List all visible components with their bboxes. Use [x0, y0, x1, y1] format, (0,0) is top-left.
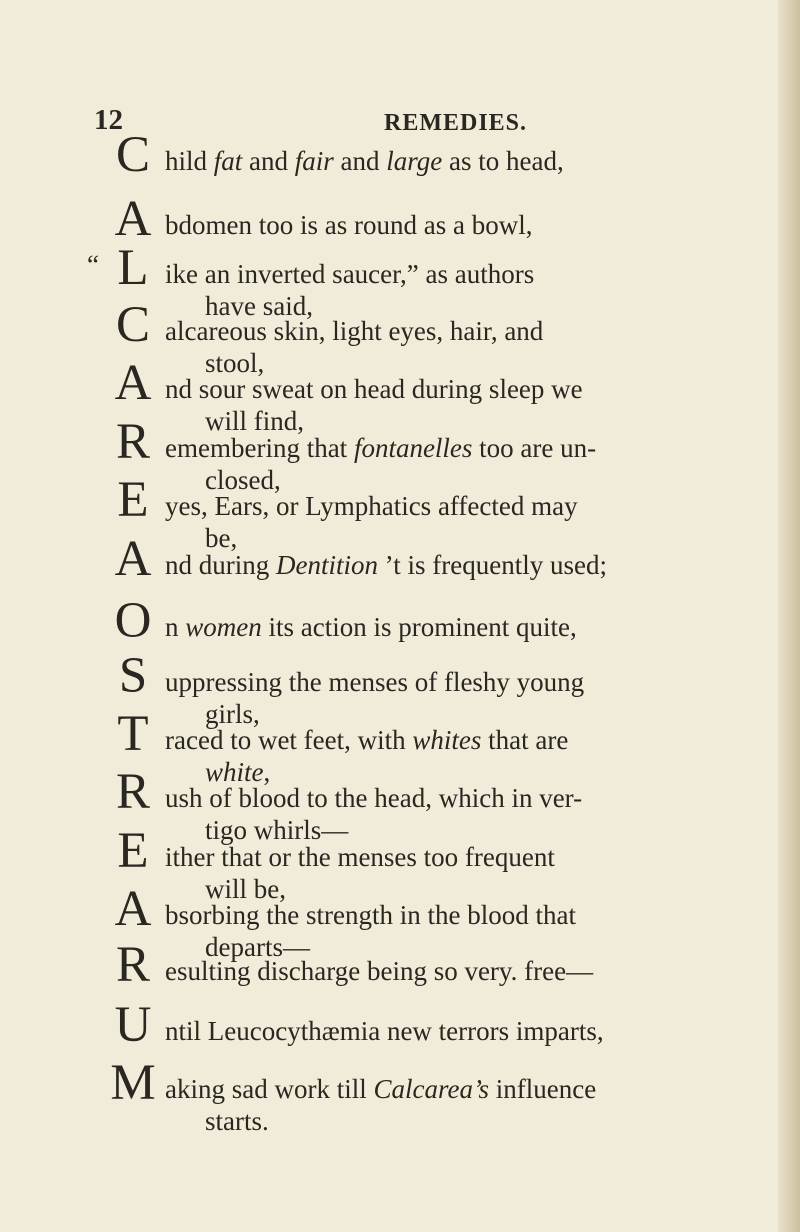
text-segment: will find, [205, 406, 304, 436]
text-segment: , [263, 757, 271, 787]
initial-letter: L [117, 240, 149, 296]
stanza [114, 593, 725, 649]
text-segment: ike an inverted saucer,” as authors [165, 259, 535, 289]
initial-letter: E [117, 823, 149, 879]
text-segment: alcareous skin, light eyes, hair, and [165, 316, 544, 346]
text-segment: raced to wet feet, with [165, 725, 413, 755]
poem-line [165, 209, 725, 241]
italic-text: women [185, 612, 262, 642]
italic-text: white [205, 757, 264, 787]
text-segment: uppressing the menses of fleshy young [165, 667, 585, 697]
text-segment: be, [205, 523, 238, 553]
text-segment: closed, [205, 465, 281, 495]
initial-letter: T [117, 706, 149, 762]
poem-line [165, 490, 725, 522]
poem-line [165, 611, 725, 643]
poem-line [165, 724, 725, 756]
initial-letter: A [114, 355, 152, 411]
poem-line [165, 549, 725, 581]
initial-letter: A [114, 531, 152, 587]
stanza [115, 127, 725, 183]
italic-text: large [386, 146, 443, 176]
text-segment: ntil Leucocythæmia new terrors imparts, [165, 1016, 604, 1046]
text-segment: nd sour sweat on head during sleep we [165, 374, 583, 404]
initial-letter: M [110, 1055, 156, 1111]
text-segment: as to head, [442, 146, 564, 176]
text-segment: tigo whirls— [205, 815, 349, 845]
text-segment: ither that or the menses too frequent [165, 842, 555, 872]
text-segment: departs— [205, 932, 310, 962]
initial-letter: R [115, 937, 151, 993]
text-segment: influence [489, 1074, 597, 1104]
text-segment: yes, Ears, or Lymphatics affected may [165, 491, 578, 521]
italic-text: Dentition [276, 550, 378, 580]
text-segment: and [242, 146, 295, 176]
text-segment: have said, [205, 291, 313, 321]
stanza [87, 240, 725, 322]
text-segment: hild [165, 146, 214, 176]
initial-letter: R [115, 764, 151, 820]
text-segment: aking sad work till [165, 1074, 374, 1104]
italic-text: fontanelles [353, 433, 473, 463]
initial-letter: R [115, 414, 151, 470]
text-segment: that are [481, 725, 569, 755]
text-segment: n [165, 612, 186, 642]
poem-line [165, 1073, 725, 1105]
poem-line [165, 899, 725, 931]
italic-text: fair [294, 146, 334, 176]
text-segment: emembering that [165, 433, 354, 463]
initial-letter: C [115, 297, 151, 353]
poem-line [165, 955, 725, 987]
initial-letter: O [114, 593, 152, 649]
text-segment: bdomen too is as round as a bowl, [165, 210, 533, 240]
text-segment: nd during [165, 550, 276, 580]
opening-quote: “ [87, 250, 99, 280]
poem-line [165, 373, 725, 405]
page-number: 12 [94, 104, 123, 136]
poem-line [165, 782, 725, 814]
text-segment: girls, [205, 699, 260, 729]
stanza [110, 1055, 725, 1137]
text-segment: ’t is frequently used; [378, 550, 607, 580]
poem-line [165, 315, 725, 347]
text-segment: esulting discharge being so very. free— [165, 956, 594, 986]
stanza [114, 997, 725, 1053]
poem-line [165, 666, 725, 698]
text-segment: too are un- [472, 433, 597, 463]
poem-line [165, 145, 725, 177]
initial-letter: S [118, 648, 148, 704]
text-segment: stool, [205, 348, 265, 378]
text-segment: its action is prominent quite, [261, 612, 577, 642]
initial-letter: E [117, 472, 149, 528]
text-segment: starts. [205, 1106, 269, 1136]
stanza [114, 191, 725, 247]
poem-line [165, 841, 725, 873]
initial-letter: U [114, 997, 152, 1053]
italic-text: fat [213, 146, 243, 176]
initial-letter: A [114, 881, 152, 937]
initial-letter: A [114, 191, 152, 247]
poem-line [165, 432, 725, 464]
poem-line [165, 258, 725, 290]
running-title: REMEDIES. [384, 110, 528, 136]
initial-letter: C [115, 127, 151, 183]
text-segment: and [333, 146, 387, 176]
text-segment: will be, [205, 874, 286, 904]
italic-text: Calcarea’s [373, 1074, 489, 1104]
poem-line-continuation [205, 1105, 725, 1137]
text-segment: ush of blood to the head, which in ver- [165, 783, 583, 813]
text-segment: bsorbing the strength in the blood that [165, 900, 576, 930]
stanza [118, 648, 725, 730]
italic-text: whites [412, 725, 482, 755]
poem-line [165, 1015, 725, 1047]
